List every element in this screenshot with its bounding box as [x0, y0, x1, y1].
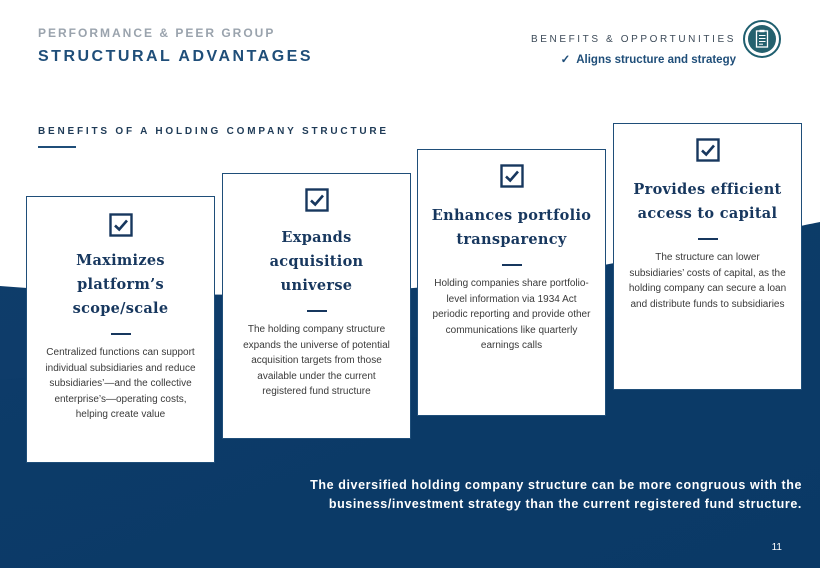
checkmark-icon: ✓: [560, 54, 571, 66]
card-divider: [698, 238, 718, 240]
card-body: The structure can lower subsidiaries’ costs of capital, as the holding company can secure a loan and distribute funds to subsidiaries: [628, 252, 787, 310]
benefit-card-capital: [613, 123, 802, 390]
card-divider: [502, 264, 522, 266]
checklist-icon: [748, 25, 776, 53]
checkbox-icon: [500, 164, 524, 188]
benefit-card-scope: [26, 196, 215, 463]
checkbox-icon: [109, 213, 133, 237]
card-title-line: acquisition: [269, 253, 364, 270]
card-title-line: platform’s: [77, 276, 164, 293]
benefit-card-transparency: [417, 149, 606, 416]
closing-statement: The diversified holding company structure can be more congruous with the business/investment strategy than the current registered fund structure.: [310, 478, 802, 511]
card-title-line: universe: [280, 277, 353, 294]
card-title-line: transparency: [456, 231, 567, 248]
page-number: 11: [771, 542, 782, 553]
card-title-line: Provides efficient: [633, 181, 782, 198]
card-title-line: access to capital: [637, 205, 778, 222]
page-title: STRUCTURAL ADVANTAGES: [38, 48, 314, 65]
card-title-line: scope/scale: [72, 300, 169, 317]
card-title-line: Expands: [281, 229, 352, 246]
card-body: Centralized functions can support individual subsidiaries and reduce subsidiaries’—and the collective enterprise’s—operating costs, helping create value: [45, 347, 196, 421]
category-tag: BENEFITS & OPPORTUNITIES: [530, 34, 736, 45]
checklist-badge: [743, 20, 781, 58]
section-rule: [38, 146, 76, 148]
section-kicker: PERFORMANCE & PEER GROUP: [38, 26, 276, 40]
card-body: Holding companies share portfolio-level information via 1934 Act periodic reporting and provide other communications like quarterly earnings calls: [432, 278, 591, 352]
checkbox-icon: [305, 188, 329, 212]
category-item: [561, 52, 736, 66]
benefit-card-acquisition: [222, 173, 411, 439]
section-label: BENEFITS OF A HOLDING COMPANY STRUCTURE: [38, 126, 389, 137]
card-divider: [111, 333, 131, 335]
category-item-label: Aligns structure and strategy: [576, 54, 736, 66]
checkbox-icon: [696, 138, 720, 162]
card-divider: [307, 310, 327, 312]
card-body: The holding company structure expands the universe of potential acquisition targets from those available under the current registered fund structure: [243, 324, 390, 398]
card-title-line: Maximizes: [76, 252, 165, 269]
card-title-line: Enhances portfolio: [431, 207, 592, 224]
